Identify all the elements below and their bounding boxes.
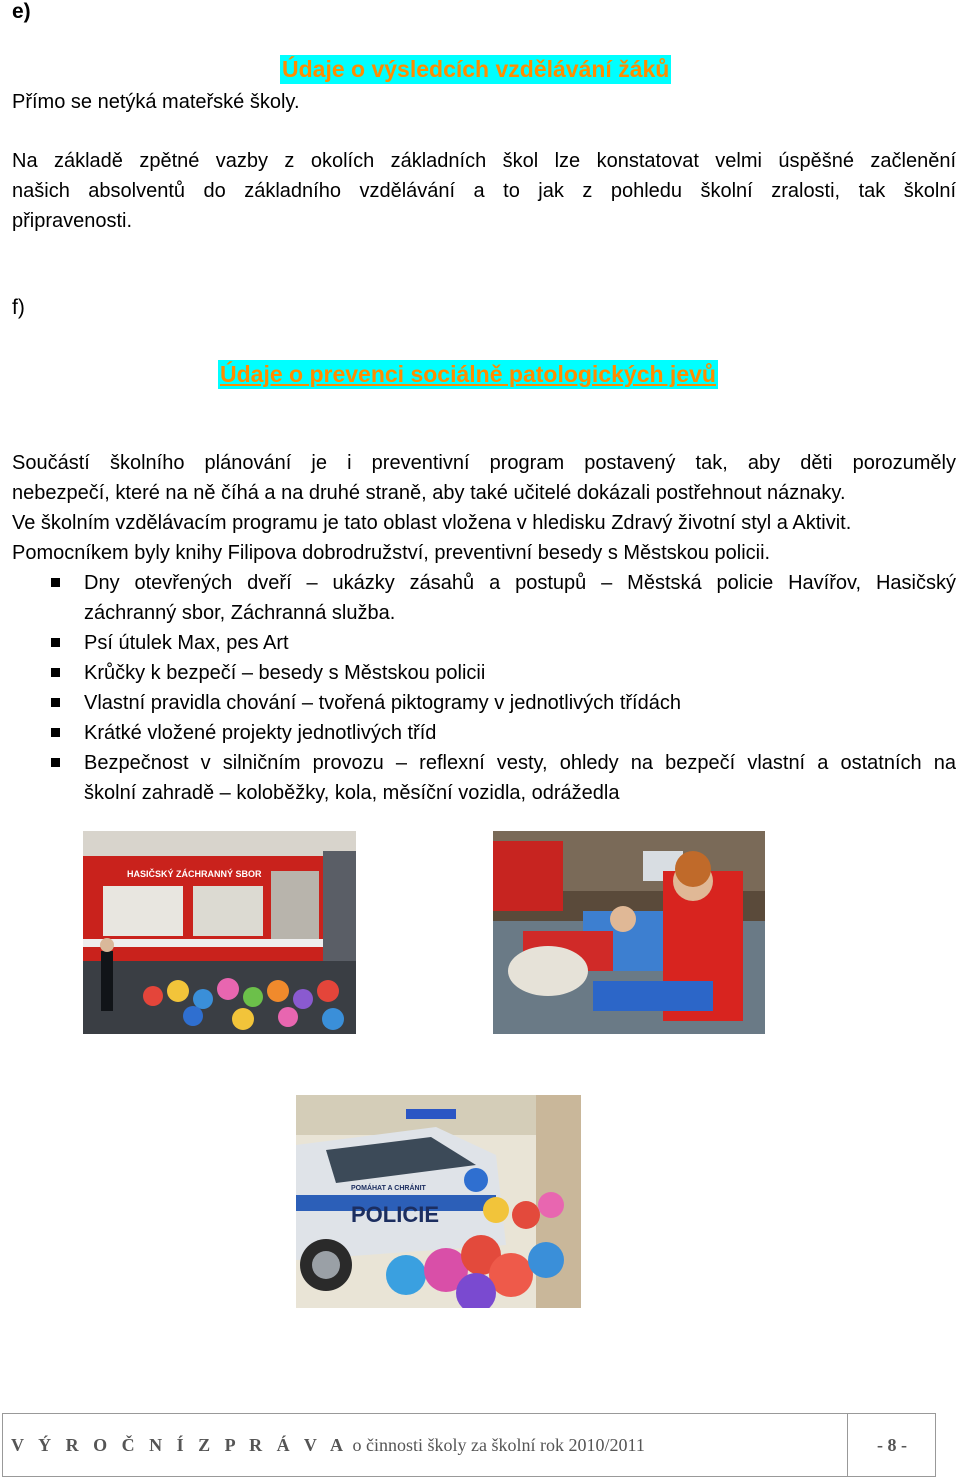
section-f-heading: Údaje o prevenci sociálně patologických jevů <box>220 361 716 387</box>
list-item-line: Bezpečnost v silničním provozu – reflexní vesty, ohledy na bezpečí vlastní a ostatních na <box>84 752 956 774</box>
footer-title <box>11 1414 645 1476</box>
section-e-heading: Údaje o výsledcích vzdělávání žáků <box>282 56 670 82</box>
section-e-letter: e) <box>12 0 31 23</box>
list-item <box>12 628 956 658</box>
paragraph-line: Ve školním vzdělávacím programu je tato oblast vložena v hledisku Zdravý životní styl a Aktivit. <box>12 512 852 534</box>
section-e-paragraph <box>12 146 956 236</box>
police-car-slogan: POMÁHAT A CHRÁNIT <box>351 1185 426 1192</box>
list-item-line: Vlastní pravidla chování – tvořená piktogramy v jednotlivých třídách <box>84 692 681 714</box>
paragraph-line: připravenosti. <box>12 210 133 232</box>
prevention-bullet-list <box>12 568 956 808</box>
footer-subtitle: o činnosti školy za školní rok 2010/2011 <box>352 1435 645 1455</box>
page-footer <box>2 1413 936 1477</box>
list-item-line: školní zahradě – koloběžky, kola, měsíční vozidla, odrážedla <box>84 782 620 804</box>
section-f-paragraph <box>12 448 956 808</box>
paragraph-line: nebezpečí, které na ně číhá a na druhé straně, aby také učitelé dokázali postřehnout náznaky. <box>12 482 846 504</box>
police-car-photo <box>296 1095 581 1308</box>
list-item-line: Krůčky k bezpečí – besedy s Městskou policii <box>84 662 486 684</box>
section-f-letter: f) <box>12 296 25 319</box>
list-item-line: Psí útulek Max, pes Art <box>84 632 289 654</box>
list-item <box>12 748 956 808</box>
list-item-line: záchranný sbor, Záchranná služba. <box>84 602 396 624</box>
paragraph-line: Součástí školního plánování je i preventivní program postavený tak, aby děti porozuměly <box>12 452 956 474</box>
police-car-label: POLICIE <box>351 1202 440 1227</box>
first-aid-photo <box>493 831 765 1034</box>
page-number: - 8 - <box>877 1435 907 1455</box>
list-item-line: Dny otevřených dveří – ukázky zásahů a postupů – Městská policie Havířov, Hasičský <box>84 572 956 594</box>
section-e-note: Přímo se netýká mateřské školy. <box>12 91 300 113</box>
list-item <box>12 688 956 718</box>
list-item <box>12 658 956 688</box>
fire-truck-label: HASIČSKÝ ZÁCHRANNÝ SBOR <box>127 869 262 879</box>
list-item-line: Krátké vložené projekty jednotlivých tříd <box>84 722 437 744</box>
fire-truck-photo <box>83 831 356 1034</box>
list-item <box>12 568 956 628</box>
list-item <box>12 718 956 748</box>
paragraph-line: našich absolventů do základního vzdělávání a to jak z pohledu školní zralosti, tak školní <box>12 180 956 202</box>
paragraph-line: Na základě zpětné vazby z okolích základních škol lze konstatovat velmi úspěšné začlenění <box>12 150 956 172</box>
paragraph-line: Pomocníkem byly knihy Filipova dobrodružství, preventivní besedy s Městskou policii. <box>12 542 771 564</box>
footer-report-title: V Ý R O Č N Í Z P R Á V A <box>11 1435 349 1455</box>
